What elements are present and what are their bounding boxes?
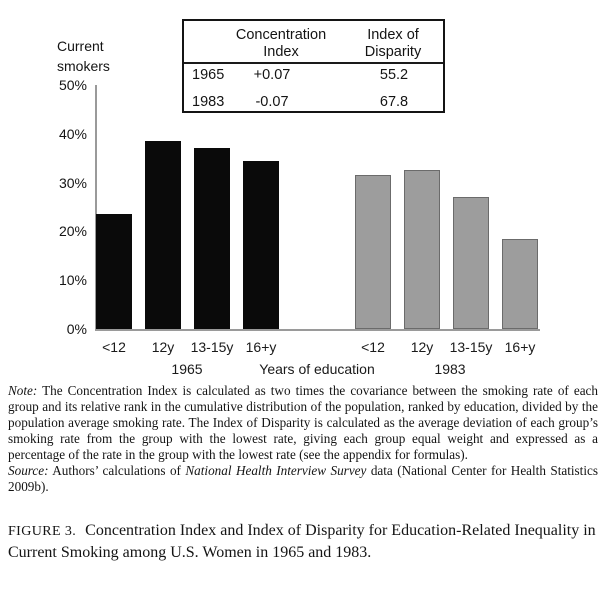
y-tick-label-20: 20%: [58, 223, 87, 240]
y-tick-label-30: 30%: [58, 174, 87, 191]
x-category-label-1965-<12: <12: [102, 339, 126, 355]
y-tick-label-10: 10%: [58, 272, 87, 289]
y-tick-label-40: 40%: [58, 125, 87, 142]
x-axis-title: Years of education: [259, 361, 375, 377]
table-cell-iod-1965: 55.2: [379, 67, 409, 83]
y-tick-label-50: 50%: [58, 77, 87, 93]
bar-1983-13-15y: [453, 197, 489, 329]
figure-caption-label: FIGURE 3.: [8, 524, 77, 539]
table-header-divider: [184, 62, 443, 64]
bar-1965-13-15y: [194, 148, 230, 329]
table-cell-year-1983: 1983: [192, 94, 225, 110]
y-tick-label-0: 0%: [66, 321, 87, 337]
figure-caption-text: Concentration Index and Index of Disparity for Education-Related Inequality in Current Smoking among U.S. Women in 1965 and 1983.: [8, 522, 596, 561]
table-header-concentration-line2: Index: [263, 44, 299, 60]
source-survey-name: National Health Interview Survey: [185, 463, 367, 478]
x-category-label-1983-12y: 12y: [410, 339, 434, 355]
bar-1983-<12: [355, 175, 391, 329]
x-category-label-1965-12y: 12y: [151, 339, 175, 355]
figure-caption: [8, 521, 600, 563]
bar-1965-16+y: [243, 161, 279, 329]
source-text-post: data (National Center for Health Statistics 2009b).: [8, 463, 598, 494]
x-axis-line: [95, 329, 540, 331]
x-category-label-1983-13-15y: 13-15y: [449, 339, 493, 355]
table-cell-iod-1983: 67.8: [379, 94, 409, 110]
table-header-disparity-line1: Index of: [367, 27, 419, 43]
bar-1965-12y: [145, 141, 181, 329]
bar-1965-<12: [96, 214, 132, 329]
x-category-label-1965-16+y: 16+y: [245, 339, 277, 355]
table-header-disparity-line2: Disparity: [364, 44, 422, 60]
x-category-label-1983-<12: <12: [361, 339, 385, 355]
group-label-1965: 1965: [171, 361, 203, 377]
x-category-label-1983-16+y: 16+y: [504, 339, 536, 355]
note-text: The Concentration Index is calculated as two times the covariance between the smoking rate of each group and its relative rank in the cumulative distribution of the population, ranked by education, divided by the population average smoking rate. The Index of Disparity is calculated as the average deviation of each group’s smoking rate from the group with the lowest rate, giving each group equal weight and expressed as a percentage of the rate in the group with the lowest rate (see the appendix for formulas).: [8, 383, 598, 462]
x-category-label-1965-13-15y: 13-15y: [190, 339, 234, 355]
table-cell-ci-1983: -0.07: [255, 94, 289, 110]
table-cell-ci-1965: +0.07: [253, 67, 291, 83]
y-axis-title: Current smokers: [57, 38, 110, 74]
note-label: Note:: [8, 383, 38, 398]
table-header-concentration-line1: Concentration: [235, 27, 327, 43]
group-label-1983: 1983: [434, 361, 466, 377]
note-paragraph: [8, 383, 598, 463]
source-label: Source:: [8, 463, 49, 478]
table-cell-year-1965: 1965: [192, 67, 225, 83]
bar-1983-12y: [404, 170, 440, 329]
source-text-pre: Authors’ calculations of: [48, 463, 186, 478]
bar-1983-16+y: [502, 239, 538, 329]
concentration-disparity-table: [182, 19, 445, 113]
source-paragraph: [8, 463, 598, 495]
figure-notes: [8, 383, 598, 495]
